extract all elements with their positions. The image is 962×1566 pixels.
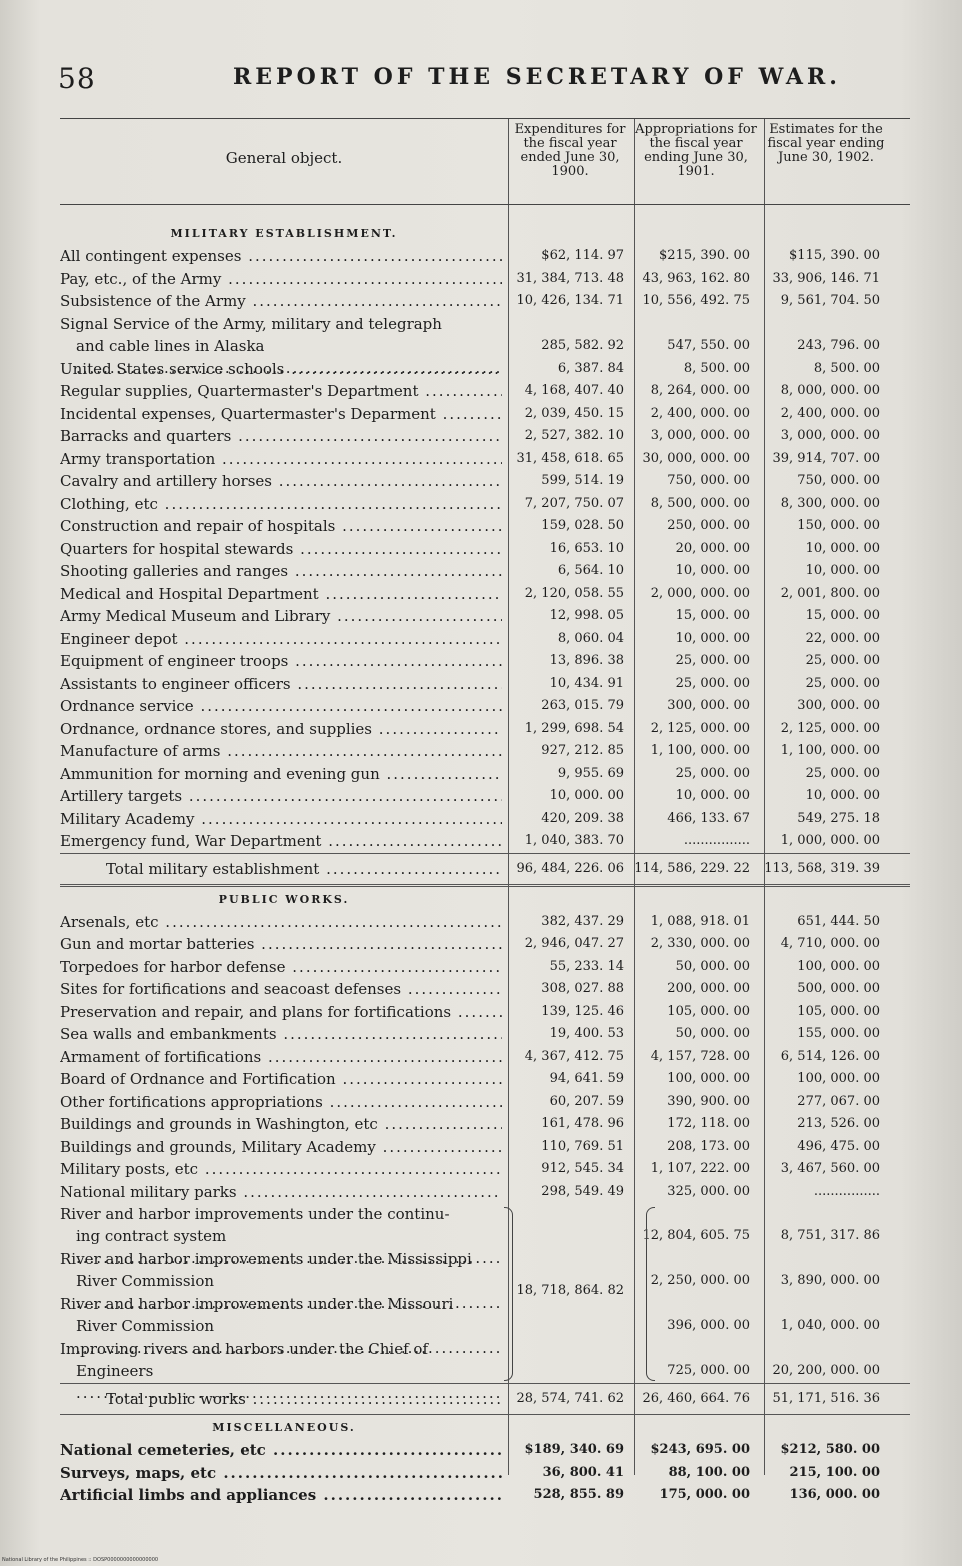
- appropriation-value: 12, 804, 605. 75: [642, 1228, 750, 1243]
- table-row: [60, 290, 910, 313]
- estimate-value: 2, 001, 800. 00: [780, 585, 880, 601]
- estimate-value: 500, 000. 00: [797, 981, 880, 996]
- row-label: Surveys, maps, etc .....: [60, 1462, 502, 1485]
- expenditure-value: 528, 855. 89: [533, 1487, 624, 1502]
- estimate-value: 8, 500. 00: [813, 360, 880, 376]
- table-row: [60, 628, 910, 651]
- row-label: Ordnance service .....: [60, 695, 502, 718]
- column-rule: [764, 119, 765, 204]
- table-row: [60, 673, 910, 696]
- estimate-value: 300, 000. 00: [797, 698, 880, 713]
- appropriation-value: 200, 000. 00: [667, 981, 750, 996]
- appropriation-value: 750, 000. 00: [667, 473, 750, 488]
- row-label-line1: Improving rivers and harbors under the Chief of: [60, 1340, 429, 1358]
- estimate-value: 3, 467, 560. 00: [780, 1161, 880, 1176]
- row-label-line1: River and harbor improvements under the Mississippi: [60, 1250, 472, 1268]
- appropriation-value: 1, 100, 000. 00: [650, 743, 750, 758]
- appropriation-value: 208, 173. 00: [667, 1138, 750, 1154]
- table-row: [60, 1001, 910, 1024]
- expenditure-value: $189, 340. 69: [524, 1442, 624, 1457]
- appropriation-value: 8, 500. 00: [683, 360, 750, 376]
- estimate-value: 155, 000. 00: [797, 1026, 880, 1041]
- table-row: [60, 1338, 910, 1383]
- appropriation-value: 2, 400, 000. 00: [650, 405, 750, 421]
- estimate-value: 10, 000. 00: [805, 788, 880, 803]
- total-public-works-row: [60, 1383, 910, 1415]
- appropriation-value: 10, 000. 00: [675, 563, 750, 578]
- estimate-value: 243, 796. 00: [797, 337, 880, 353]
- appropriation-value: 10, 000. 00: [675, 788, 750, 803]
- appropriation-value: 172, 118. 00: [667, 1116, 750, 1131]
- row-label: Regular supplies, Quartermaster's Department .....: [60, 380, 502, 403]
- estimate-value: 22, 000. 00: [805, 630, 880, 646]
- expenditure-value: 1, 040, 383. 70: [524, 833, 624, 848]
- appropriation-value: 2, 250, 000. 00: [650, 1273, 750, 1288]
- table-row: [60, 1439, 910, 1462]
- row-label: Emergency fund, War Department .....: [60, 830, 502, 853]
- section-title-public-works: PUBLIC WORKS.: [218, 892, 350, 906]
- row-label: Torpedoes for harbor defense .....: [60, 956, 502, 979]
- table-row: [60, 515, 910, 538]
- row-label: Other fortifications appropriations .....: [60, 1091, 502, 1114]
- estimate-value: 750, 000. 00: [797, 473, 880, 488]
- estimate-value: 10, 000. 00: [805, 563, 880, 578]
- expenditure-value: 10, 426, 134. 71: [516, 293, 624, 308]
- section-title-military: MILITARY ESTABLISHMENT.: [170, 227, 398, 240]
- row-label: Military posts, etc .....: [60, 1158, 502, 1181]
- estimate-value: 25, 000. 00: [805, 675, 880, 691]
- expenditure-value: 912, 545. 34: [541, 1161, 624, 1176]
- expenditure-value: 10, 434. 91: [549, 675, 624, 691]
- expenditure-value: 13, 896. 38: [549, 653, 624, 668]
- expenditure-value: 139, 125. 46: [541, 1003, 624, 1019]
- estimate-value: 9, 561, 704. 50: [780, 293, 880, 308]
- expenditure-value: 599, 514. 19: [541, 473, 624, 488]
- row-label: National cemeteries, etc .....: [60, 1439, 502, 1462]
- expenditure-value: 12, 998. 05: [549, 608, 624, 623]
- estimate-value: 8, 751, 317. 86: [780, 1228, 880, 1243]
- expenditure-value: $62, 114. 97: [541, 248, 624, 263]
- row-label: Incidental expenses, Quartermaster's Deparment .....: [60, 403, 502, 426]
- row-label: Army Medical Museum and Library .....: [60, 605, 502, 628]
- appropriation-value: 25, 000. 00: [675, 765, 750, 781]
- expenditure-value: 110, 769. 51: [541, 1138, 624, 1154]
- appropriation-value: 2, 125, 000. 00: [650, 720, 750, 736]
- row-label: Barracks and quarters .....: [60, 425, 502, 448]
- row-label: Assistants to engineer officers .....: [60, 673, 502, 696]
- row-label: Cavalry and artillery horses .....: [60, 470, 502, 493]
- total-expenditures: 96, 484, 226. 06: [516, 860, 624, 876]
- appropriation-value: 1, 088, 918. 01: [650, 913, 750, 929]
- row-label-line2: River Commission .....: [60, 1315, 502, 1359]
- row-label: Gun and mortar batteries .....: [60, 933, 502, 956]
- table-row: [60, 268, 910, 291]
- appropriation-value: 1, 107, 222. 00: [650, 1161, 750, 1176]
- estimate-value: ................: [813, 1183, 880, 1199]
- estimate-value: 100, 000. 00: [797, 1071, 880, 1086]
- expenditure-value: 16, 653. 10: [549, 540, 624, 556]
- row-label: Armament of fortifications .....: [60, 1046, 502, 1069]
- footer-note: National Library of the Philippines :: DOSP0000000000000000: [2, 1557, 159, 1563]
- appropriation-value: 20, 000. 00: [675, 540, 750, 556]
- estimate-value: 4, 710, 000. 00: [780, 936, 880, 951]
- total-military-row: [60, 853, 910, 887]
- expenditure-value: 420, 209. 38: [541, 810, 624, 826]
- estimate-value: 150, 000. 00: [797, 518, 880, 533]
- expenditure-value: 4, 168, 407. 40: [524, 383, 624, 398]
- table-row: [60, 1091, 910, 1114]
- table-row: [60, 956, 910, 979]
- appropriation-value: 3, 000, 000. 00: [650, 428, 750, 443]
- row-label-line1: Signal Service of the Army, military and telegraph: [60, 314, 442, 333]
- expenditure-value: 31, 384, 713. 48: [516, 270, 624, 286]
- row-label: Subsistence of the Army .....: [60, 290, 502, 313]
- appropriation-value: 8, 500, 000. 00: [650, 495, 750, 511]
- section-title-miscellaneous: MISCELLANEOUS.: [212, 1421, 356, 1434]
- expenditure-value: 60, 207. 59: [549, 1093, 624, 1109]
- table-row: [60, 740, 910, 763]
- appropriation-value: 30, 000, 000. 00: [642, 450, 750, 466]
- river-merged-expenditure: 18, 718, 864. 82: [516, 1283, 624, 1298]
- expenditure-value: 285, 582. 92: [541, 337, 624, 353]
- appropriation-value: 300, 000. 00: [667, 698, 750, 713]
- table-row: [60, 933, 910, 956]
- table-row: [60, 245, 910, 268]
- row-label-line2: Engineers .....: [60, 1360, 502, 1404]
- appropriation-value: 105, 000. 00: [667, 1003, 750, 1019]
- estimate-value: 1, 000, 000. 00: [780, 833, 880, 848]
- total-appropriations: 114, 586, 229. 22: [634, 860, 750, 876]
- table-row: [60, 425, 910, 448]
- appropriation-value: 2, 000, 000. 00: [650, 585, 750, 601]
- table-row: [60, 605, 910, 628]
- expenditure-value: 36, 800. 41: [542, 1464, 624, 1480]
- estimate-value: $115, 390. 00: [789, 248, 880, 263]
- row-label-line1: River and harbor improvements under the continu-: [60, 1205, 450, 1223]
- table-row: [60, 978, 910, 1001]
- estimate-value: 277, 067. 00: [797, 1093, 880, 1109]
- row-label: Board of Ordnance and Fortification .....: [60, 1068, 502, 1091]
- table-row: [60, 403, 910, 426]
- expenditure-value: 2, 039, 450. 15: [524, 405, 624, 421]
- appropriation-value: 325, 000. 00: [667, 1183, 750, 1199]
- row-label: Sites for fortifications and seacoast defenses .....: [60, 978, 502, 1001]
- appropriation-value: 15, 000. 00: [675, 608, 750, 623]
- table-row: [60, 560, 910, 583]
- table-row: [60, 808, 910, 831]
- appropriation-value: 396, 000. 00: [667, 1318, 750, 1333]
- estimate-value: 2, 400, 000. 00: [780, 405, 880, 421]
- row-label: United States service schools .....: [60, 358, 502, 381]
- appropriation-value: 8, 264, 000. 00: [650, 383, 750, 398]
- table-row: [60, 1181, 910, 1204]
- expenditure-value: 2, 527, 382. 10: [524, 428, 624, 443]
- header-appropriations: Appropriations for the fiscal year ending June 30, 1901.: [635, 122, 757, 179]
- table-row: [60, 650, 910, 673]
- appropriation-value: 175, 000. 00: [659, 1487, 750, 1502]
- expenditure-value: 159, 028. 50: [541, 518, 624, 533]
- row-label: Preservation and repair, and plans for fortifications .....: [60, 1001, 502, 1024]
- row-label: Ordnance, ordnance stores, and supplies .....: [60, 718, 502, 741]
- appropriation-value: 250, 000. 00: [667, 518, 750, 533]
- expenditure-value: 2, 120, 058. 55: [524, 585, 624, 601]
- estimate-value: 8, 300, 000. 00: [780, 495, 880, 511]
- table-row: [60, 493, 910, 516]
- row-label: Clothing, etc .....: [60, 493, 502, 516]
- total-appropriations: 26, 460, 664. 76: [642, 1391, 750, 1406]
- table-row: [60, 718, 910, 741]
- expenditure-value: 6, 564. 10: [557, 563, 624, 578]
- row-label: Construction and repair of hospitals .....: [60, 515, 502, 538]
- row-label-line2: and cable lines in Alaska .....: [60, 335, 502, 379]
- row-label: Ammunition for morning and evening gun .....: [60, 763, 502, 786]
- column-rule: [508, 119, 509, 204]
- table-row: [60, 830, 910, 853]
- expenditure-value: 382, 437. 29: [541, 913, 624, 929]
- expenditure-value: 8, 060. 04: [557, 630, 624, 646]
- page-number: 58: [58, 62, 96, 95]
- row-label: Military Academy .....: [60, 808, 502, 831]
- row-label: Engineer depot .....: [60, 628, 502, 651]
- expenditure-value: 10, 000. 00: [549, 788, 624, 803]
- appropriation-value: $215, 390. 00: [659, 248, 750, 263]
- row-label: Buildings and grounds, Military Academy .....: [60, 1136, 502, 1159]
- table-row: [60, 358, 910, 381]
- estimate-value: $212, 580. 00: [780, 1442, 880, 1457]
- table-row: [60, 1293, 910, 1338]
- appropriation-value: $243, 695. 00: [650, 1442, 750, 1457]
- estimate-value: 3, 000, 000. 00: [780, 428, 880, 443]
- row-label: All contingent expenses .....: [60, 245, 502, 268]
- appropriation-value: 10, 556, 492. 75: [642, 293, 750, 308]
- header-general-object: General object.: [225, 149, 343, 167]
- row-label: Medical and Hospital Department .....: [60, 583, 502, 606]
- estimate-value: 100, 000. 00: [797, 958, 880, 974]
- row-label: Arsenals, etc .....: [60, 911, 502, 934]
- table-row: [60, 470, 910, 493]
- river-harbor-block: [60, 1203, 910, 1383]
- expenditure-value: 6, 387. 84: [557, 360, 624, 376]
- table-row: [60, 1248, 910, 1293]
- table-row: [60, 538, 910, 561]
- table-row: [60, 1484, 910, 1507]
- total-estimates: 113, 568, 319. 39: [764, 860, 880, 876]
- estimate-value: 105, 000. 00: [797, 1003, 880, 1019]
- row-label: Equipment of engineer troops .....: [60, 650, 502, 673]
- expenditure-value: 94, 641. 59: [549, 1071, 624, 1086]
- estimate-value: 1, 100, 000. 00: [780, 743, 880, 758]
- expenditure-value: 263, 015. 79: [541, 698, 624, 713]
- appropriation-value: 4, 157, 728. 00: [650, 1048, 750, 1064]
- appropriation-value: ................: [683, 833, 750, 848]
- appropriation-value: 88, 100. 00: [668, 1464, 750, 1480]
- appropriation-value: 390, 900. 00: [667, 1093, 750, 1109]
- appropriation-value: 25, 000. 00: [675, 653, 750, 668]
- appropriation-value: 50, 000. 00: [675, 958, 750, 974]
- estimate-value: 20, 200, 000. 00: [772, 1363, 880, 1378]
- estimate-value: 136, 000. 00: [789, 1487, 880, 1502]
- table-row: [60, 1136, 910, 1159]
- table-row: [60, 583, 910, 606]
- row-label: Artillery targets .....: [60, 785, 502, 808]
- estimate-value: 10, 000. 00: [805, 540, 880, 556]
- table-row: [60, 1203, 910, 1248]
- row-label-line2: River Commission .....: [60, 1270, 502, 1314]
- estimate-value: 15, 000. 00: [805, 608, 880, 623]
- expenditure-value: 298, 549. 49: [541, 1183, 624, 1199]
- estimate-value: 213, 526. 00: [797, 1116, 880, 1131]
- row-label: Pay, etc., of the Army .....: [60, 268, 502, 291]
- row-label: Total military establishment .....: [60, 854, 502, 884]
- table-row: [60, 1046, 910, 1069]
- report-title: REPORT OF THE SECRETARY OF WAR.: [233, 64, 841, 90]
- estimate-value: 25, 000. 00: [805, 653, 880, 668]
- appropriation-value: 50, 000. 00: [675, 1026, 750, 1041]
- row-label: Army transportation .....: [60, 448, 502, 471]
- estimate-value: 549, 275. 18: [797, 810, 880, 826]
- table-row: [60, 1158, 910, 1181]
- table-row: [60, 911, 910, 934]
- row-label: Quarters for hospital stewards .....: [60, 538, 502, 561]
- row-label-line2: ing contract system .....: [60, 1225, 502, 1269]
- table-row: [60, 448, 910, 471]
- appropriation-value: 2, 330, 000. 00: [650, 936, 750, 951]
- table-row: [60, 1113, 910, 1136]
- table-row: [60, 763, 910, 786]
- expenditure-value: 4, 367, 412. 75: [524, 1048, 624, 1064]
- expenditure-value: 2, 946, 047. 27: [524, 936, 624, 951]
- appropriation-value: 25, 000. 00: [675, 675, 750, 691]
- header-expenditures: Expenditures for the fiscal year ended June 30, 1900.: [514, 122, 626, 179]
- table-row: [60, 785, 910, 808]
- expenditure-value: 7, 207, 750. 07: [524, 495, 624, 511]
- table-body: [60, 205, 910, 1507]
- estimate-value: 33, 906, 146. 71: [772, 270, 880, 286]
- estimate-value: 496, 475. 00: [797, 1138, 880, 1154]
- row-label: Sea walls and embankments .....: [60, 1023, 502, 1046]
- header-estimates: Estimates for the fiscal year ending June 30, 1902.: [767, 122, 885, 165]
- appropriation-value: 10, 000. 00: [675, 630, 750, 646]
- running-head: [58, 62, 902, 98]
- row-label: National military parks .....: [60, 1181, 502, 1204]
- row-label: Total public works .....: [60, 1384, 502, 1414]
- estimate-value: 215, 100. 00: [789, 1464, 880, 1480]
- estimate-value: 1, 040, 000. 00: [780, 1318, 880, 1333]
- total-estimates: 51, 171, 516. 36: [772, 1391, 880, 1406]
- expenditure-value: 55, 233. 14: [549, 958, 624, 974]
- estimate-value: 39, 914, 707. 00: [772, 450, 880, 466]
- estimate-value: 651, 444. 50: [797, 913, 880, 929]
- expenditure-value: 19, 400. 53: [549, 1026, 624, 1041]
- appropriation-value: 466, 133. 67: [667, 810, 750, 826]
- estimate-value: 2, 125, 000. 00: [780, 720, 880, 736]
- expenditure-value: 308, 027. 88: [541, 981, 624, 996]
- appropriation-value: 725, 000. 00: [667, 1363, 750, 1378]
- expenditure-value: 31, 458, 618. 65: [516, 450, 624, 466]
- table-row: [60, 1023, 910, 1046]
- appropriation-value: 43, 963, 162. 80: [642, 270, 750, 286]
- table-row: [60, 313, 910, 358]
- table-row: [60, 380, 910, 403]
- row-label: Shooting galleries and ranges .....: [60, 560, 502, 583]
- table-header: [60, 118, 910, 205]
- expenditure-value: 9, 955. 69: [557, 765, 624, 781]
- total-expenditures: 28, 574, 741. 62: [516, 1391, 624, 1406]
- table-row: [60, 1068, 910, 1091]
- expenditure-value: 161, 478. 96: [541, 1116, 624, 1131]
- brace: [504, 1207, 513, 1381]
- appropriation-value: 547, 550. 00: [667, 337, 750, 353]
- row-label: Manufacture of arms .....: [60, 740, 502, 763]
- brace: [646, 1207, 655, 1381]
- table-row: [60, 695, 910, 718]
- row-label: Artificial limbs and appliances .....: [60, 1484, 502, 1507]
- row-label: Buildings and grounds in Washington, etc .....: [60, 1113, 502, 1136]
- appropriations-table: [60, 118, 910, 1507]
- row-label-line1: River and harbor improvements under the Missouri: [60, 1295, 454, 1313]
- column-rule: [634, 119, 635, 204]
- estimate-value: 6, 514, 126. 00: [780, 1048, 880, 1064]
- appropriation-value: 100, 000. 00: [667, 1071, 750, 1086]
- table-row: [60, 1462, 910, 1485]
- expenditure-value: 1, 299, 698. 54: [524, 720, 624, 736]
- estimate-value: 25, 000. 00: [805, 765, 880, 781]
- estimate-value: 8, 000, 000. 00: [780, 383, 880, 398]
- estimate-value: 3, 890, 000. 00: [780, 1273, 880, 1288]
- expenditure-value: 927, 212. 85: [541, 743, 624, 758]
